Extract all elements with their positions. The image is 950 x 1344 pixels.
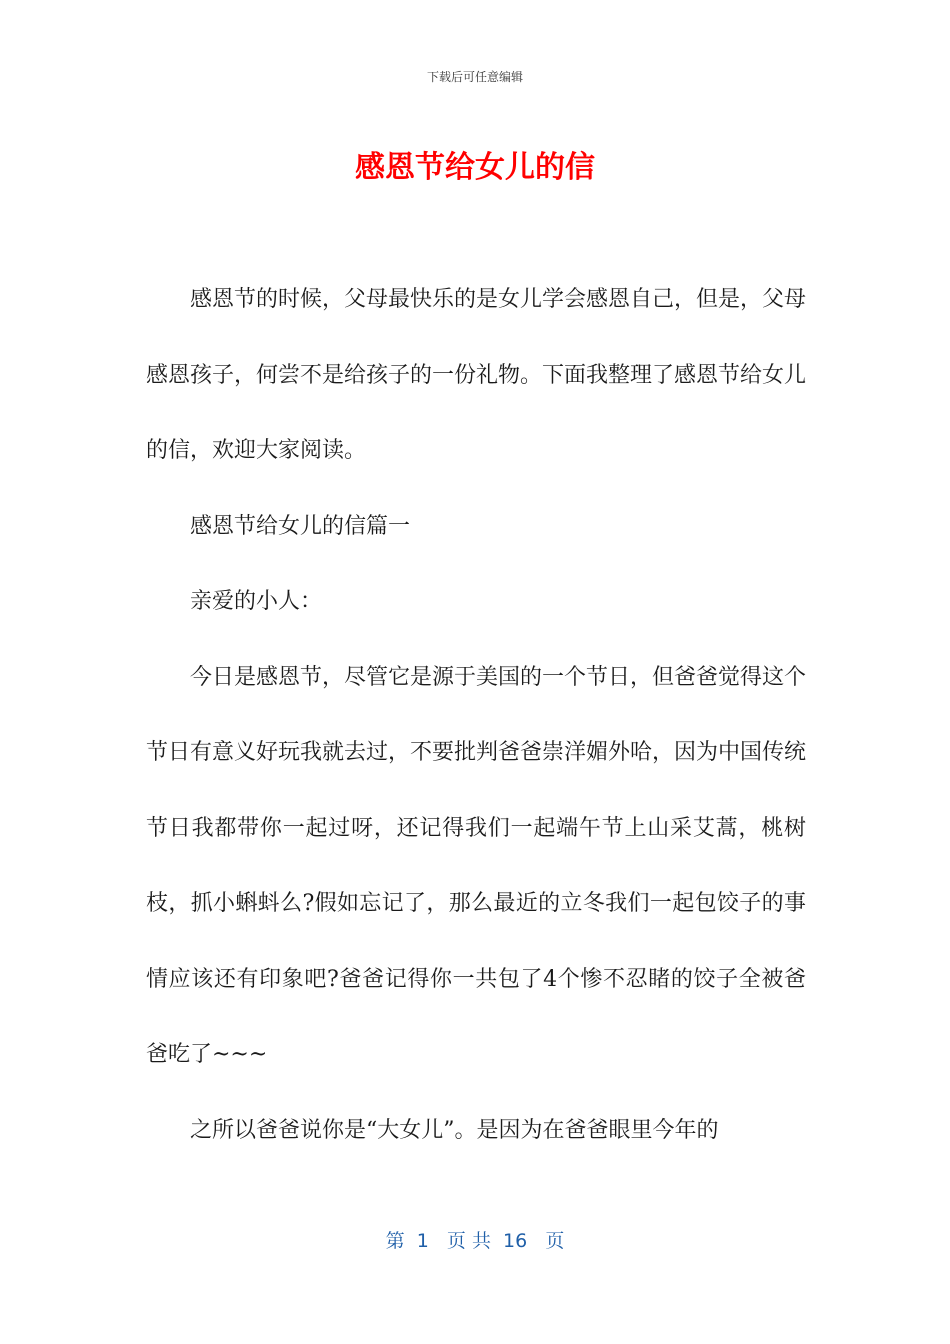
letter-paragraph: 之所以爸爸说你是“大女儿”。是因为在爸爸眼里今年的 — [190, 1117, 719, 1143]
section-heading: 感恩节给女儿的信篇一 — [190, 513, 411, 539]
page-header-note: 下载后可任意编辑 — [426, 70, 523, 84]
document-title: 感恩节给女儿的信 — [355, 150, 595, 185]
intro-paragraph: 感恩节的时候，父母最快乐的是女儿学会感恩自己，但是，父母感恩孩子，何尝不是给孩子的一份礼物。下面我整理了感恩节给女儿的信，欢迎大家阅读。 — [146, 287, 807, 463]
letter-salutation: 亲爱的小人： — [190, 589, 323, 614]
page-number-footer: 第 1 页 共 16 页 — [385, 1230, 565, 1252]
document-body — [146, 262, 806, 1168]
letter-paragraph: 今日是感恩节，尽管它是源于美国的一个节日，但爸爸觉得这个节日有意义好玩我就去过，不要批判爸爸崇洋媚外哈，因为中国传统节日我都带你一起过呀，还记得我们一起端午节上山采艾蒿，桃树枝，抓小蝌蚪么?假如忘记了，那么最近的立冬我们一起包饺子的事情应该还有印象吧?爸爸记得你一共包了4个惨不忍睹的饺子全被爸爸吃了~~~ — [146, 664, 807, 1067]
